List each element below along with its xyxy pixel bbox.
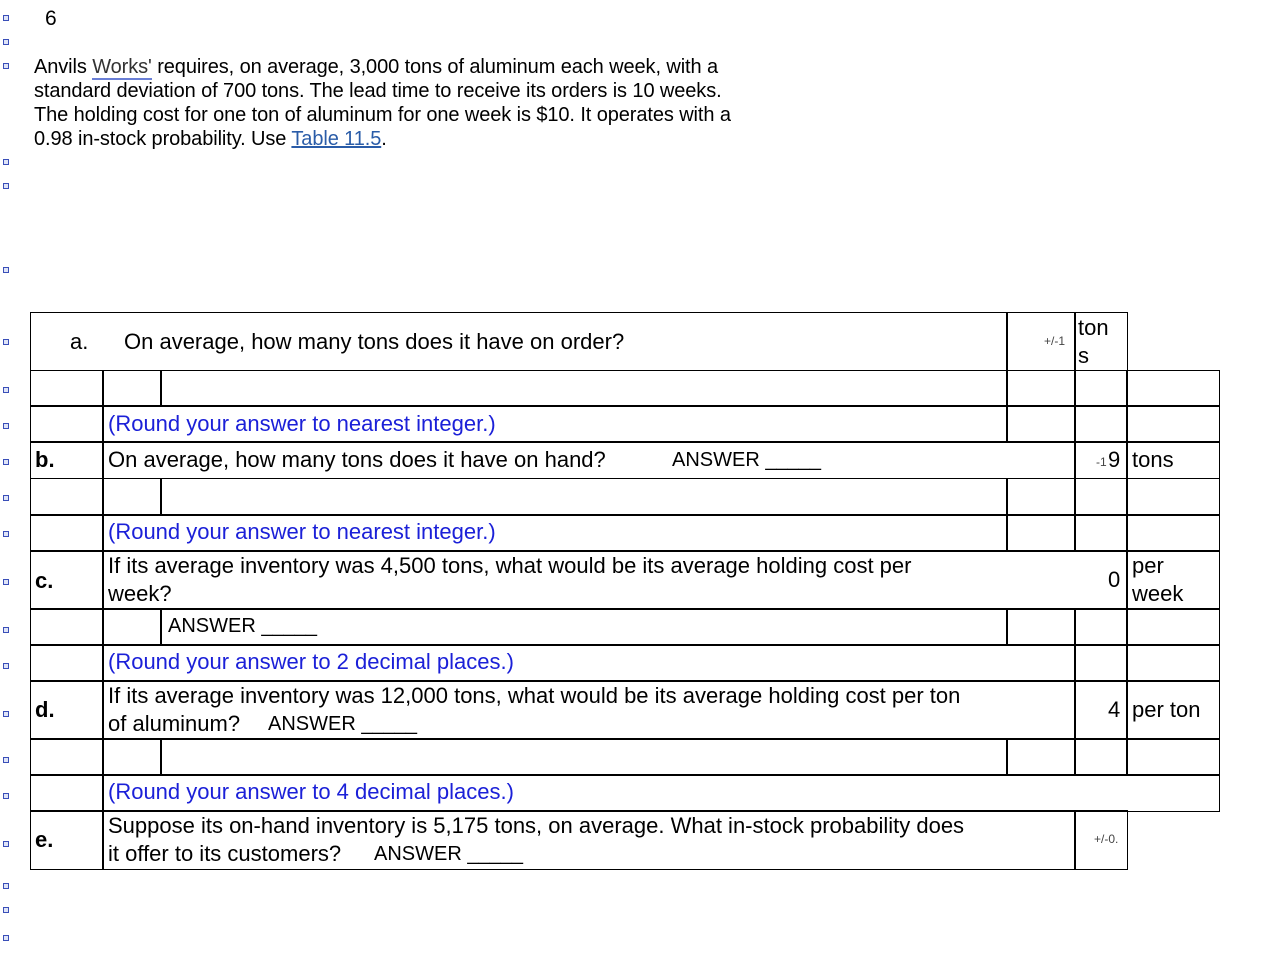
table-link[interactable]: Table 11.5: [291, 128, 382, 150]
margin-bullet-icon: [3, 841, 9, 847]
table-cell: [1074, 478, 1128, 516]
table-cell: [30, 644, 104, 682]
part-c-unit-line2: week: [1132, 581, 1184, 606]
part-a-unit-line2: s: [1078, 343, 1089, 368]
part-e-question-line2: it offer to its customers?: [108, 841, 342, 866]
part-b-answer-blank[interactable]: ANSWER _____: [672, 449, 821, 471]
part-d-value: 4: [1108, 697, 1121, 722]
part-b-letter: b.: [35, 447, 55, 472]
part-d-question-line1: If its average inventory was 12,000 tons, what would be its average holding cost per ton: [108, 683, 961, 708]
intro-text: 0.98 in-stock probability. Use: [34, 128, 292, 150]
table-cell: [1126, 405, 1220, 443]
part-a-tolerance-cell: [1006, 312, 1076, 371]
margin-bullet-icon: [3, 63, 9, 69]
margin-bullet-icon: [3, 883, 9, 889]
part-d-unit: per ton: [1132, 697, 1201, 722]
margin-bullet-icon: [3, 579, 9, 585]
part-c-question-line2: week?: [108, 581, 172, 606]
part-b-hint: (Round your answer to nearest integer.): [108, 519, 496, 544]
part-c-letter: c.: [35, 568, 54, 593]
table-cell: [1006, 738, 1076, 776]
intro-text: requires, on average, 3,000 tons of aluminum each week, with a: [151, 56, 718, 78]
table-cell: [102, 608, 162, 646]
intro-text: The holding cost for one ton of aluminum for one week is $10. It operates with a: [34, 104, 731, 126]
margin-bullet-icon: [3, 423, 9, 429]
table-cell: [1006, 370, 1076, 407]
part-b-value: 9: [1108, 447, 1121, 472]
part-d-letter: d.: [35, 697, 55, 722]
table-cell: [1074, 608, 1128, 646]
margin-bullet-icon: [3, 531, 9, 537]
intro-text: Anvils: [34, 56, 93, 78]
table-cell: [1074, 514, 1128, 552]
answer-input-cell[interactable]: [102, 738, 162, 776]
part-c-value: 0: [1108, 567, 1121, 592]
margin-bullet-icon: [3, 793, 9, 799]
table-cell: [1074, 644, 1128, 682]
table-cell: [1006, 405, 1076, 443]
table-cell: [1126, 644, 1220, 682]
part-b-question: On average, how many tons does it have on hand?: [108, 447, 606, 472]
table-cell: [30, 738, 104, 776]
table-cell: [1126, 478, 1220, 516]
company-link[interactable]: Works': [92, 56, 152, 78]
part-a-tolerance: +/-1: [1044, 334, 1066, 348]
question-number: 6: [45, 7, 57, 30]
part-c-hint: (Round your answer to 2 decimal places.): [108, 649, 514, 674]
intro-text: .: [381, 128, 387, 150]
table-cell: [30, 514, 104, 552]
part-e-tolerance: +/-0.: [1094, 832, 1119, 846]
margin-bullet-icon: [3, 459, 9, 465]
part-c-answer-blank[interactable]: ANSWER _____: [168, 615, 317, 637]
margin-bullet-icon: [3, 387, 9, 393]
table-cell: [160, 738, 1008, 776]
part-a-question: On average, how many tons does it have on order?: [124, 329, 625, 354]
table-cell: [1074, 370, 1128, 407]
margin-bullet-icon: [3, 183, 9, 189]
part-e-question-line1: Suppose its on-hand inventory is 5,175 tons, on average. What in-stock probability does: [108, 813, 965, 838]
table-cell: [160, 370, 1008, 407]
table-cell: [30, 478, 104, 516]
margin-bullet-icon: [3, 339, 9, 345]
margin-bullet-icon: [3, 15, 9, 21]
part-b-unit: tons: [1132, 447, 1174, 472]
part-b-tolerance: -1: [1096, 455, 1107, 469]
margin-bullet-icon: [3, 39, 9, 45]
margin-bullet-icon: [3, 935, 9, 941]
margin-bullet-icon: [3, 267, 9, 273]
table-cell: [30, 370, 104, 407]
part-d-question-line2: of aluminum?: [108, 711, 241, 736]
table-cell: [1126, 738, 1220, 776]
part-d-hint: (Round your answer to 4 decimal places.): [108, 779, 514, 804]
part-a-hint: (Round your answer to nearest integer.): [108, 411, 496, 436]
table-cell: [1006, 608, 1076, 646]
table-cell: [1006, 478, 1076, 516]
table-cell: [1126, 514, 1220, 552]
table-cell: [1126, 370, 1220, 407]
answer-input-cell[interactable]: [102, 370, 162, 407]
margin-bullet-icon: [3, 757, 9, 763]
part-a-letter: a.: [70, 329, 89, 354]
margin-bullet-icon: [3, 663, 9, 669]
margin-bullet-icon: [3, 711, 9, 717]
table-cell: [30, 774, 104, 812]
intro-text: standard deviation of 700 tons. The lead time to receive its orders is 10 weeks.: [34, 80, 722, 102]
margin-bullet-icon: [3, 495, 9, 501]
part-e-answer-blank[interactable]: ANSWER _____: [374, 843, 523, 865]
margin-bullet-icon: [3, 907, 9, 913]
margin-bullet-icon: [3, 159, 9, 165]
table-cell: [1006, 514, 1076, 552]
table-cell: [160, 478, 1008, 516]
table-cell: [30, 405, 104, 443]
part-a-unit-line1: ton: [1078, 315, 1109, 340]
table-cell: [30, 608, 104, 646]
table-cell: [1126, 608, 1220, 646]
part-c-unit-line1: per: [1132, 553, 1164, 578]
answer-input-cell[interactable]: [102, 478, 162, 516]
part-e-letter: e.: [35, 827, 54, 852]
margin-bullet-icon: [3, 627, 9, 633]
question-intro: [34, 55, 824, 151]
part-d-answer-blank[interactable]: ANSWER _____: [268, 713, 417, 735]
table-cell: [1074, 405, 1128, 443]
table-cell: [1074, 738, 1128, 776]
part-c-question-line1: If its average inventory was 4,500 tons, what would be its average holding cost per: [108, 553, 912, 578]
